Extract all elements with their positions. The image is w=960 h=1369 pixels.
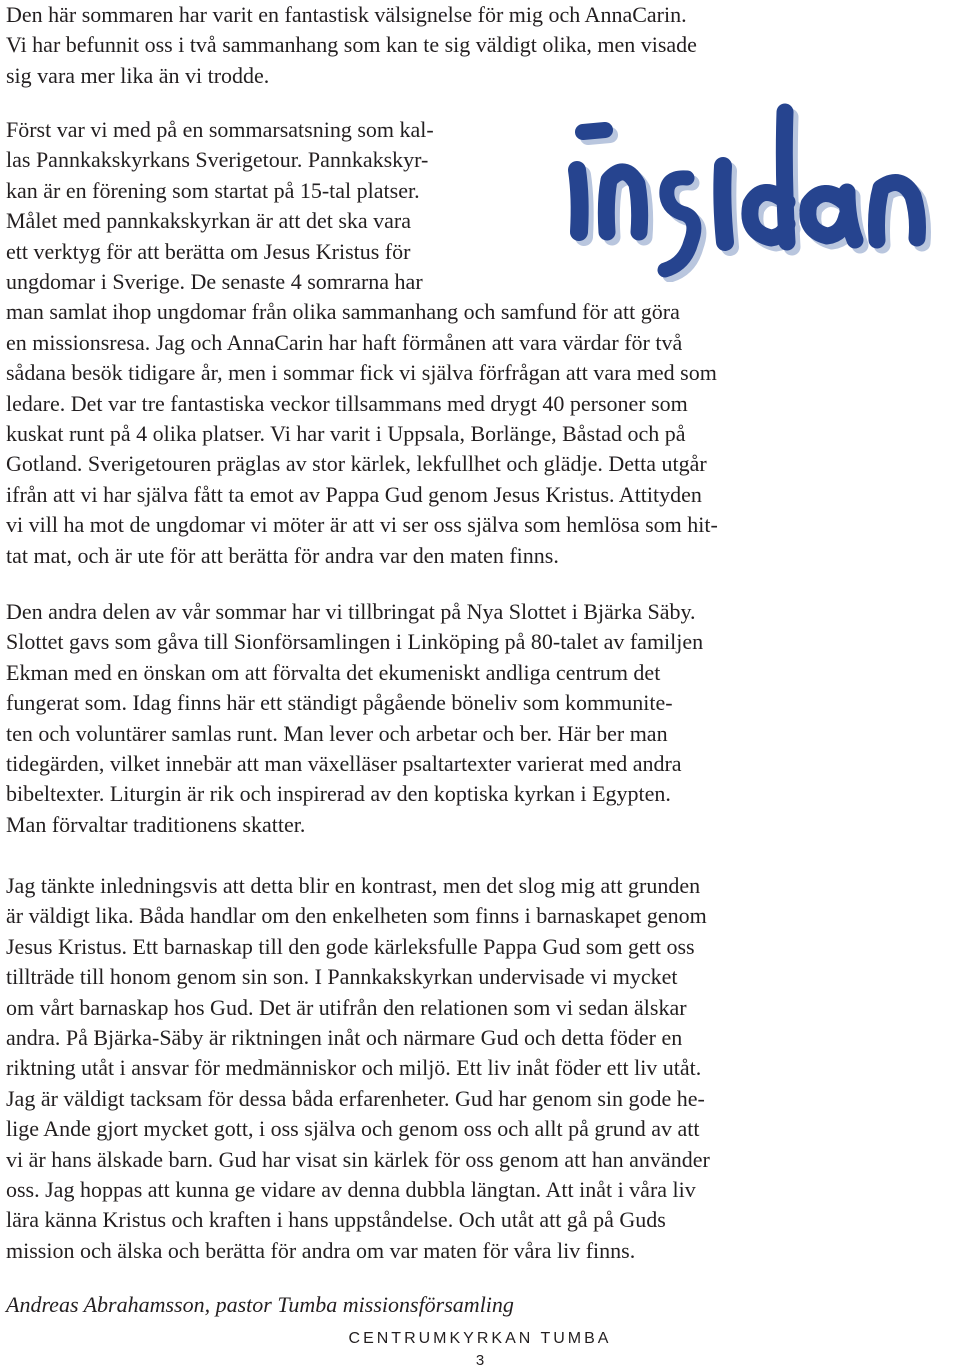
logo-stroke — [577, 170, 580, 232]
logo-stroke — [722, 166, 725, 242]
text-line: Vi har befunnit oss i två sammanhang som kan te sig väldigt olika, men visade — [6, 32, 697, 58]
text-line: lige Ande gjort mycket gott, i oss själva och genom oss och allt på grund av att — [6, 1116, 700, 1142]
author-signature: Andreas Abrahamsson, pastor Tumba missionsförsamling — [6, 1292, 514, 1317]
text-line: bibeltexter. Liturgin är rik och inspirerad av den koptiska kyrkan i Egypten. — [6, 781, 671, 807]
text-line: Den här sommaren har varit en fantastisk välsignelse för mig och AnnaCarin. — [6, 2, 687, 27]
text-line: om vårt barnaskap hos Gud. Det är utifrån den relationen som vi sedan älskar — [6, 994, 687, 1020]
text-line: Gotland. Sverigetouren präglas av stor kärlek, lekfullhet och glädje. Detta utgår — [6, 451, 707, 477]
text-line: vi vill ha mot de ungdomar vi möter är att vi ser oss själva som hemlösa som hit- — [6, 512, 718, 538]
text-line: vi är hans älskade barn. Gud har visat sin kärlek för oss genom att han använder — [6, 1146, 710, 1172]
text-line: ledare. Det var tre fantastiska veckor tillsammans med drygt 40 personer som — [6, 390, 688, 416]
text-line: Jesus Kristus. Ett barnaskap till den gode kärleksfulle Pappa Gud som gett oss — [6, 933, 695, 959]
text-line: Jag är väldigt tacksam för dessa båda erfarenheter. Gud har genom sin gode he- — [6, 1085, 705, 1111]
text-line: Ekman med en önskan om att förvalta det ekumeniskt andliga centrum det — [6, 659, 661, 685]
text-line: oss. Jag hoppas att kunna ge vidare av denna dubbla längtan. Att inåt i våra liv — [6, 1177, 696, 1203]
paragraph-bjarka-saby — [6, 597, 946, 840]
text-line: tillträde till honom genom sin son. I Pannkakskyrkan undervisade vi mycket — [6, 964, 678, 990]
text-line: Den andra delen av vår sommar har vi tillbringat på Nya Slottet i Bjärka Säby. — [6, 599, 696, 624]
text-line: andra. På Bjärka-Säby är riktningen inåt och närmare Gud och detta föder en — [6, 1025, 683, 1051]
page-number: 3 — [475, 1352, 485, 1369]
text-line: en missionsresa. Jag och AnnaCarin har haft förmånen att vara värdar för två — [6, 329, 683, 355]
paragraph-reflection — [6, 871, 946, 1266]
text-line: sådana besök tidigare år, men i sommar fick vi själva förfrågan att vara med som — [6, 360, 717, 386]
text-line: lära känna Kristus och kraften i hans uppståndelse. Och utåt att gå på Guds — [6, 1207, 666, 1233]
logo-stroke — [877, 183, 918, 240]
text-line: tat mat, och är ute för att berätta för andra var den maten finns. — [6, 542, 559, 568]
text-line: las Pannkakskyrkans Sverigetour. Pannkakskyr- — [6, 147, 429, 173]
text-line: ett verktyg för att berätta om Jesus Kristus för — [6, 238, 411, 264]
text-line: mission och älska och berätta för andra om var maten för våra liv finns. — [6, 1237, 636, 1263]
text-line: kan är en förening som startat på 15-tal platser. — [6, 177, 420, 203]
text-line: är väldigt lika. Båda handlar om den enkelheten som finns i barnaskapet genom — [6, 903, 707, 929]
logo-stroke — [750, 112, 787, 242]
text-line: tidegärden, vilket innebär att man växelläser psaltartexter varierat med andra — [6, 751, 682, 777]
text-line: riktning utåt i ansvar för medmänniskor och miljö. Ett liv inåt föder ett liv utåt. — [6, 1055, 702, 1081]
text-line: fungerat som. Idag finns här ett ständigt pågående böneliv som kommunite- — [6, 690, 673, 716]
text-line: Man förvaltar traditionens skatter. — [6, 811, 306, 837]
logo-stroke — [808, 192, 855, 240]
text-line: Först var vi med på en sommarsatsning som kal- — [6, 117, 434, 142]
text-line: Jag tänkte inledningsvis att detta blir en kontrast, men det slog mig att grunden — [6, 873, 701, 898]
text-line: ifrån att vi har själva fått ta emot av Pappa Gud genom Jesus Kristus. Attityden — [6, 481, 702, 507]
text-line: ungdomar i Sverige. De senaste 4 somrarna har — [6, 269, 423, 295]
text-line: sig vara mer lika än vi trodde. — [6, 62, 270, 88]
paragraph-intro — [6, 0, 946, 91]
text-line: ten och voluntärer samlas runt. Man lever och arbetar och ber. Här ber man — [6, 720, 668, 746]
text-line: Slottet gavs som gåva till Sionförsamlingen i Linköping på 80-talet av familjen — [6, 629, 704, 655]
text-line: Målet med pannkakskyrkan är att det ska vara — [6, 208, 412, 234]
footer-brand: CENTRUMKYRKAN TUMBA — [348, 1330, 612, 1347]
insidan-logo — [555, 92, 955, 282]
text-line: man samlat ihop ungdomar från olika sammanhang och samfund för att göra — [6, 299, 680, 325]
text-line: kuskat runt på 4 olika platser. Vi har varit i Uppsala, Borlänge, Båstad och på — [6, 421, 686, 447]
logo-stroke — [583, 130, 605, 132]
